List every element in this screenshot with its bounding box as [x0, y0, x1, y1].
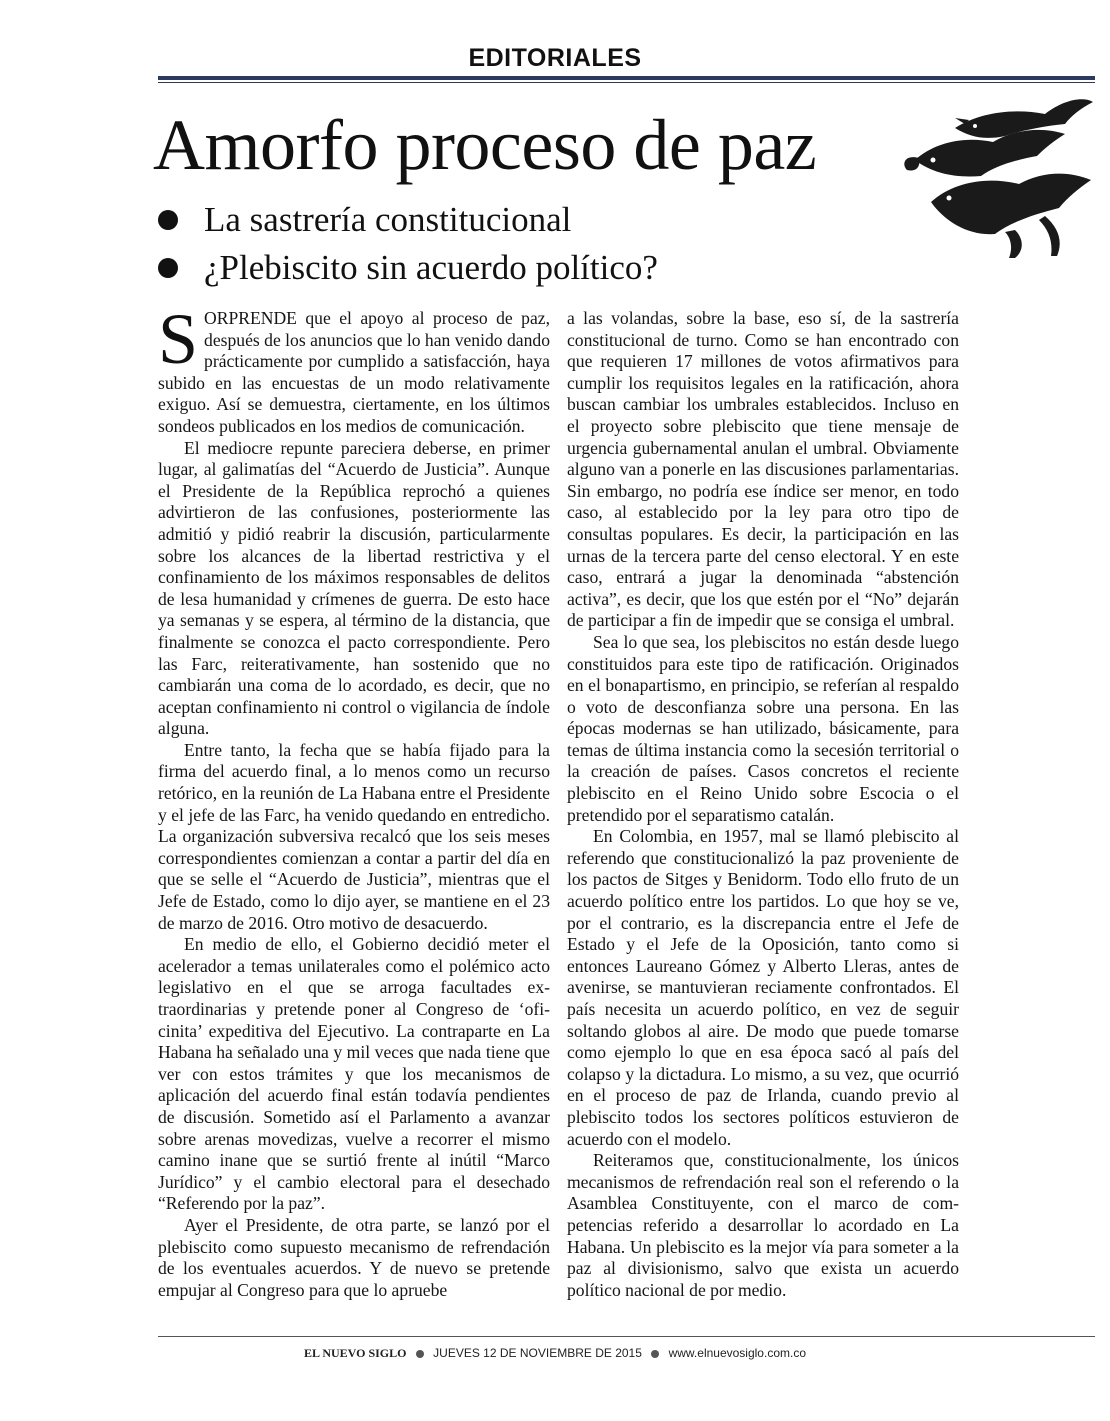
footer-date: JUEVES 12 DE NOVIEMBRE DE 2015 [433, 1346, 642, 1360]
bullet-icon [158, 210, 178, 230]
lead-paragraph [158, 299, 550, 438]
footer-rule [158, 1336, 1095, 1337]
headline: Amorfo proceso de paz [153, 105, 817, 185]
paragraph: Ayer el Presidente, de otra parte, se lanzó por el plebiscito como supuesto mecanismo de refrendación de los eventuales acuerdos. Y de nuevo se pretende empujar al Congreso para que lo apruebe [158, 1214, 550, 1300]
drop-cap: S [158, 299, 199, 379]
article-column-right [567, 308, 959, 1301]
paragraph: Entre tanto, la fecha que se había fijado para la firma del acuerdo final, a lo menos como un recurso retórico, en la reunión de La Habana entre el Presidente y el jefe de las Farc, ha venido quedando en entredicho. La organización subversiva recalcó que los seis meses correspondientes comienzan a contar a partir del día en que se selle el “Acuerdo de Justicia”, mientras que el Jefe de Estado, como lo dijo ayer, se mantiene en el 23 de marzo de 2016. Otro motivo de desacuerdo. [158, 739, 550, 933]
paragraph: Reiteramos que, constitucionalmente, los únicos mecanismos de refrendación real son el referendo o la Asamblea Constituyente, con el marco de competencias referido a desarrollar lo acordado en La Habana. Un plebiscito es la mejor vía para someter a la paz al divisionismo, salvo que exista un acuerdo político nacional de por medio. [567, 1150, 959, 1300]
paragraph: En Colombia, en 1957, mal se llamó plebiscito al referendo que constitucionalizó la paz proveniente de los pactos de Sitges y Benidorm. Todo ello fruto de un acuerdo político entre los partidos. Lo que hoy se ve, por el contrario, es la discrepancia entre el Jefe de Estado y el Jefe de la Oposición, tanto como si entonces Laureano Gómez y Alberto Lleras, antes de avenirse, se mantuvieran reciamente confrontados. El país necesita un acuerdo político, en vez de seguir soltando globos al aire. De modo que puede tomarse como ejemplo lo que en esa época sacó al país del colapso y la dictadura. Lo mismo, a su vez, que ocurrió en el proceso de paz de Irlanda, cuando previo al plebiscito todos los sectores políticos estuvieron de acuerdo con el modelo. [567, 826, 959, 1149]
lead-text: ORPRENDE que el apoyo al proceso de paz, después de los anuncios que lo han venido dando prácticamente por cumplido a satisfacción, haya subido en las encuestas de un modo relativamente exiguo. Así se demuestra, ciertamente, en los últimos sondeos publicados en los medios de comunicación. [158, 308, 550, 436]
paragraph-continuation: a las volandas, sobre la base, eso sí, de la sastrería constitucional de turno. Como se han encontrado con que requieren 17 millones de votos afirmativos para cumplir los requisitos legales en la ratificación, ahora buscan cambiar los umbrales establecidos. Incluso en el proyecto sobre plebiscito que tiene mensaje de urgencia gubernamental anulan el umbral. Obviamente alguno van a ponerle en las discusiones parlamentarias. Sin embargo, no podría ese índice ser menor, en todo caso, al establecido por la ley para otro tipo de consultas populares. Es decir, la participación en las urnas de la tercera parte del censo electoral. Y en este caso, entrará a jugar la denominada “abstención activa”, es decir, que los que estén por el “No” dejarán de participar a fin de impedir que se consiga el umbral. [567, 308, 959, 631]
publication-name: EL NUEVO SIGLO [304, 1346, 407, 1360]
paragraph: En medio de ello, el Gobierno decidió meter el acelerador a temas unilaterales como el polémico acto legislativo en el que se arroga facultades extraordinarias y pretende poner al Congreso de ‘oficinita’ expeditiva del Ejecutivo. La contraparte en La Habana ha señalado una y mil veces que nada tiene que ver con estos trámites y que los mecanismos de aplicación del acuerdo final están todavía pendientes de discusión. Sometido así el Parlamento a avanzar sobre arenas movedizas, vuelve a recorrer el mismo camino inane que se surtió frente al inútil “Marco Jurídico” y el cambio electoral para el desechado “Referendo por la paz”. [158, 934, 550, 1214]
page-footer [0, 1346, 1110, 1361]
section-label: EDITORIALES [468, 44, 642, 72]
footer-dot-icon [416, 1350, 424, 1358]
subhead-2 [158, 248, 658, 288]
footer-website[interactable]: www.elnuevosiglo.com.co [668, 1346, 806, 1360]
paragraph: Sea lo que sea, los plebiscitos no están desde luego constituidos para este tipo de ratificación. Originados en el bonapartismo, en principio, se referían al respaldo o voto de desconfianza sobre una persona. En las épocas modernas se han utilizado, básicamente, para temas de última instancia como la secesión territorial o la creación de países. Casos concretos el reciente plebiscito en el Reino Unido sobre Escocia o el pretendido por el separatismo catalán. [567, 631, 959, 825]
paragraph: El mediocre repunte pareciera deberse, en primer lugar, al galimatías del “Acuerdo de Justicia”. Aunque el Presidente de la República reprochó a quienes advirtieron de las confusiones, posteriormente las admitió y pidió reabrir la discusión, particularmente sobre los alcances de la libertad restrictiva y el confinamiento de los máximos responsables de delitos de lesa humanidad y crímenes de guerra. De esto hace ya semanas y se espera, al término de la distancia, que finalmente se conozca el pacto correspondiente. Pero las Farc, reiterativamente, han sostenido que no cambiarán una coma de lo acordado, es decir, que no aceptan confinamiento ni control o vigilancia de índole alguna. [158, 437, 550, 739]
header-rule [158, 76, 1095, 80]
bullet-icon [158, 258, 178, 278]
article-column-left [158, 299, 550, 1301]
subhead-1-text: La sastrería constitucional [204, 200, 572, 239]
subhead-1 [158, 200, 571, 240]
subhead-2-text: ¿Plebiscito sin acuerdo político? [204, 248, 658, 287]
horses-sculpture-icon [895, 90, 1095, 260]
header-rule-thin [158, 82, 1095, 83]
footer-dot-icon [651, 1350, 659, 1358]
